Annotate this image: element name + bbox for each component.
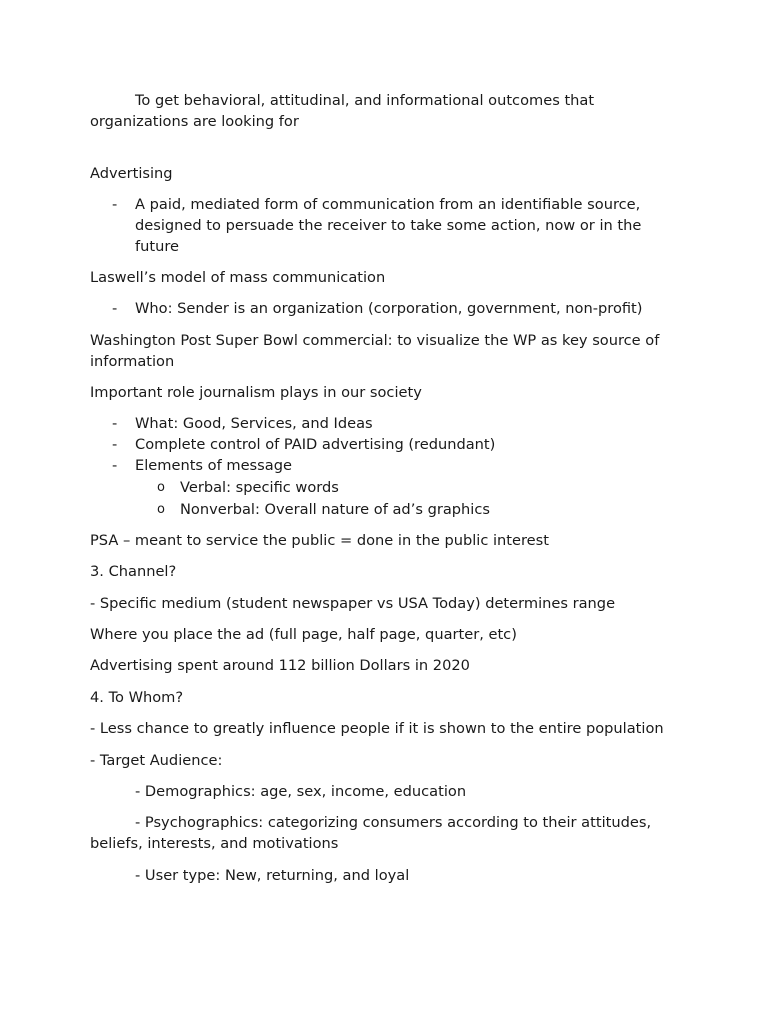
journalism-heading: Important role journalism plays in our society: [90, 383, 422, 401]
to-whom-influence: - Less chance to greatly influence people if it is shown to the entire population: [90, 720, 664, 738]
bullet-dash: -: [112, 195, 118, 213]
sub-bullet-mark: o: [157, 479, 165, 495]
laswell-bullet-list: [90, 299, 680, 320]
user-type-line: - User type: New, returning, and loyal: [135, 866, 410, 884]
document-page: [90, 91, 680, 897]
bullet-dash: -: [112, 456, 118, 474]
washington-post-paragraph: Washington Post Super Bowl commercial: to visualize the WP as key source of information: [90, 331, 660, 370]
list-item: [90, 299, 680, 320]
bullet-dash: -: [112, 415, 118, 433]
channel-spending: Advertising spent around 112 billion Dollars in 2020: [90, 657, 470, 675]
demographics-line: - Demographics: age, sex, income, education: [135, 783, 467, 801]
journalism-what: What: Good, Services, and Ideas: [135, 415, 373, 433]
bullet-dash: -: [112, 300, 118, 318]
channel-heading: 3. Channel?: [90, 563, 177, 581]
journalism-bullet-list: [90, 414, 680, 520]
channel-medium: - Specific medium (student newspaper vs USA Today) determines range: [90, 594, 616, 612]
channel-placement: Where you place the ad (full page, half page, quarter, etc): [90, 626, 517, 644]
list-item: [135, 478, 680, 499]
sub-bullet-mark: o: [157, 501, 165, 517]
journalism-elements: Elements of message: [135, 456, 292, 474]
elements-sub-list: [135, 478, 680, 521]
journalism-control: Complete control of PAID advertising (redundant): [135, 436, 496, 454]
laswell-who: Who: Sender is an organization (corporation, government, non-profit): [135, 300, 643, 318]
target-audience-label: - Target Audience:: [90, 751, 223, 769]
advertising-definition: A paid, mediated form of communication from an identifiable source, designed to persuade the receiver to take some action, now or in the future: [135, 195, 642, 255]
advertising-heading: Advertising: [90, 164, 173, 182]
to-whom-heading: 4. To Whom?: [90, 688, 184, 706]
psychographics-line: - Psychographics: categorizing consumers according to their attitudes, beliefs, interests, and motivations: [90, 814, 652, 853]
list-item: [90, 414, 680, 435]
list-item: [90, 435, 680, 456]
laswell-heading: Laswell’s model of mass communication: [90, 268, 386, 286]
list-item: [90, 456, 680, 520]
bullet-dash: -: [112, 436, 118, 454]
list-item: [90, 195, 680, 257]
intro-paragraph: To get behavioral, attitudinal, and informational outcomes that organizations are looking for: [90, 92, 595, 130]
psa-paragraph: PSA – meant to service the public = done in the public interest: [90, 531, 549, 549]
verbal-element: Verbal: specific words: [180, 478, 339, 496]
nonverbal-element: Nonverbal: Overall nature of ad’s graphics: [180, 500, 490, 518]
advertising-bullet-list: [90, 195, 680, 257]
list-item: [135, 500, 680, 521]
